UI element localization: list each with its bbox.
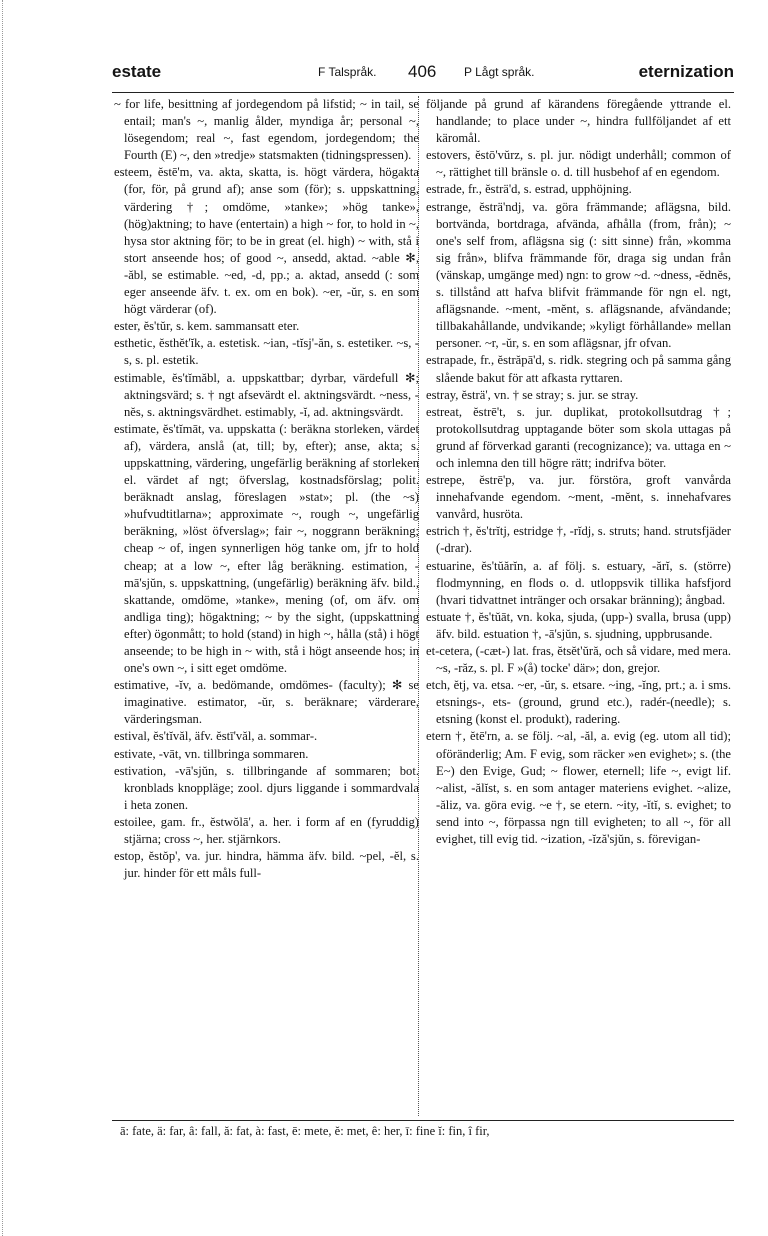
entry-estrange: estrange, ĕsträ'ndj, va. göra främmande; aflägsna, bild. bortvända, bortdraga, afvända, afhålla (from, från); ~ one's self from, aflägsna sig (: sitt sinne) från, »komma sig från», blifva främmande för, draga sig undan från (vänskap, umgänge med) ngn: to grow ~d. ~dness, -ĕdnĕs, s. tillstånd att hafva blifvit främmande för ngn el. ngt, aflägsnande. ~ment, -mĕnt, s. aflägsnande, afvändande; tillbakahållande, undvikande; »kyligt förhållande» mellan personer. ~r, -ŭr, s. en som aflägsnar, jfr ofvan.	[426, 199, 731, 351]
entry-estuate: estuate †, ĕs'tŭāt, vn. koka, sjuda, (upp-) svalla, brusa (upp) äfv. bild. estuation †, -ā'sjŭn, s. sjudning, uppbrusande.	[426, 609, 731, 641]
footer-rule	[112, 1120, 734, 1121]
entry-etern: etern †, ĕtē'rn, a. se följ. ~al, -ăl, a. evig (eg. utom all tid); oföränderlig; Am. F evig, som räcker »en evighet»; s. (the E~) den Evige, Gud; ~ flower, eternell; life ~, evigt lif. ~alist, -ălĭst, s. en som antager materiens evighet. ~alize, -ăliz, va. göra evig. ~e †, se etern. ~ity, -ĭtĭ, s. evighet; to send into ~, förpassa ngn till evigheten; to all ~, för all evighet, till evig tid. ~ization, -ĭză'sjŭn, s. förevigan-	[426, 729, 731, 847]
entry-estrapade: estrapade, fr., ĕstrăpā'd, s. ridk. stegring och på samma gång slående bakut för att afkasta ryttaren.	[426, 353, 731, 385]
pronunciation-key-footer: ā: fate, ä: far, â: fall, ă: fat, à: fast, ē: mete, ĕ: met, ê: her, ī: fine ĭ: fin, î fir,	[120, 1124, 490, 1138]
header-last-entry: eternization	[638, 62, 734, 81]
entry-estray: estray, ĕsträ', vn. † se stray; s. jur. se stray.	[426, 387, 639, 402]
right-column	[426, 96, 731, 1116]
entry-estival: estival, ĕs'tĭvăl, äfv. ĕstī'văl, a. sommar-.	[114, 729, 318, 744]
header-legend-lagt-sprak: P Lågt språk.	[464, 65, 535, 79]
header-rule	[112, 92, 734, 93]
left-column	[114, 96, 419, 1116]
header-first-entry: estate	[112, 62, 162, 81]
entry-estimative: estimative, -ĭv, a. bedömande, omdömes- (faculty); ✻ se imaginative. estimator, -ŭr, s. beräknare; värderare, värderingsman.	[114, 678, 419, 727]
entry-estrich: estrich †, ĕs'trĭtj, estridge †, -rĭdj, s. struts; hand. strutsfjäder (-drar).	[426, 524, 731, 556]
entry-estimable: estimable, ĕs'tĭmăbl, a. uppskattbar; dyrbar, värdefull ✻; aktningsvärd; s. † ngt afsevärdt el. aktningsvärdt. ~ness, -nĕs, s. aktningsvärdhet. estimably, -ĭ, ad. aktningsvärdt.	[114, 370, 419, 419]
page-number: 406	[408, 62, 437, 81]
page-edge-divider	[2, 0, 3, 1236]
entry-etch: etch, ĕtj, va. etsa. ~er, -ŭr, s. etsare. ~ing, -ĭng, prt.; a. i sms. etsnings-, ets- (ground, grund etc.), radér-(needle); s. etsning (konst el. produkt), radering.	[426, 678, 731, 727]
entry-ester: ester, ĕs'tŭr, s. kem. sammansatt eter.	[114, 319, 300, 334]
entry-estrepe: estrepe, ĕstrē'p, va. jur. förstöra, groft vanvårda innehafvande egendom. ~ment, -mĕnt, s. innehafvares vanvård, husröta.	[426, 473, 731, 522]
entry-estovers: estovers, ĕstō'vŭrz, s. pl. jur. nödigt underhåll; common of ~, rättighet till bränsle o. d. till husbehof af en egendom.	[426, 148, 731, 180]
entry-estate-continued: ~ for life, besittning af jordegendom på lifstid; ~ in tail, se entail; man's ~, manlig ålder, myndiga år; personal ~, lösegendom; real ~, fast egendom, jordegendom; the Fourth (E) ~, den »tredje» statsmakten (tidningspressen).	[114, 97, 419, 163]
entry-estuarine: estuarine, ĕs'tŭărĭn, a. af följ. s. estuary, -ărĭ, s. (större) flodmynning, en flods o. d. utloppsvik tillika hafsfjord (hvari tidvattnet intränger och orsakar bränning); ångbad.	[426, 558, 731, 607]
entry-estoppel-continued: följande på grund af kärandens föregående yttrande el. handlande; to place under ~, hindra fullföljandet af ett käromål.	[426, 97, 731, 146]
entry-esteem: esteem, ĕstē'm, va. akta, skatta, is. högt värdera, högakta (for, för, på grund af); anse som (för); s. uppskattning, värdering †; omdöme, »tanke»; »hög tanke», (hög)aktning; to have (entertain) a high ~ for, to hold in ~, hysa stor aktning för; to be in great (el. high) ~ with, stå i stort anseende hos; of good ~, ansedd, aktad. ~able ✻, -ăbl, se estimable. ~ed, -d, pp.; a. aktad, ansedd (: som eger anseende äfv. t. ex. om en bok). ~er, -ŭr, s. en som högt värderar (of).	[114, 165, 419, 317]
entry-estrade: estrade, fr., ĕsträ'd, s. estrad, upphöjning.	[426, 182, 632, 197]
page-header	[112, 62, 734, 90]
entry-estivation: estivation, -vā'sjŭn, s. tillbringande af sommaren; bot. kronblads knoppläge; zool. djurs liggande i sommardvala i heta zonen.	[114, 763, 419, 812]
header-legend-talsprak: F Talspråk.	[318, 65, 377, 79]
entry-estreat: estreat, ĕstrē't, s. jur. duplikat, protokollsutdrag †; protokollsutdrag upptagande böter som skola uttagas på grund af förverkad garanti (recognizance); va. uttaga en ~ och inlemna den till högre rätt; indrifva böter.	[426, 404, 731, 470]
entry-estoilee: estoilee, gam. fr., ĕstwŏlā', a. her. i form af en (fyruddig) stjärna; cross ~, her. stjärnkors.	[114, 814, 419, 847]
entry-estop: estop, ĕstŏp', va. jur. hindra, hämma äfv. bild. ~pel, -ĕl, s. jur. hinder för ett måls full-	[114, 849, 419, 881]
column-divider	[418, 96, 419, 1116]
entry-et-cetera: et-cetera, (-cæt-) lat. fras, ĕtsĕt'ŭră, och så vidare, med mera. ~s, -răz, s. pl. F »(å) tocke' där»; don, grejor.	[426, 644, 731, 676]
entry-esthetic: esthetic, ĕsthĕt'ĭk, a. estetisk. ~ian, -tĭsj'-ăn, s. estetiker. ~s, -s, s. pl. estetik.	[114, 336, 419, 368]
entry-estimate: estimate, ĕs'tĭmāt, va. uppskatta (: beräkna storleken, värdet af), värdera, anslå (at, till; by, efter); anse, akta; s. uppskattning, värdering, ungefärlig beräkning af storleken el. värdet af ngt; öfverslag, kostnadsförslag; polit. beräknadt anslag, föreslagen »stat»; pl. (the ~s) »hufvudtitlarna»; approximate ~, rough ~, ungefärlig beräkning, »löst öfverslag»; fair ~, noggrann beräkning; cheap ~ of, ingen synnerligen hög tanke om, jfr to hold cheap; at a low ~, efter låg beräkning. estimation, -mā'sjŭn, s. uppskattning, (ungefärlig) beräkning äfv. bild., skattande, omdöme, »tanke», mening (of, om äfv. om andliga ting); högaktning; ~ by the sight, (uppskattning efter) ögonmått; to hold (stand) in high ~, hålla (stå) i högt anseende; to be high in ~ with, stå i högt anseende hos; in one's own ~, i sitt eget omdöme.	[114, 421, 419, 676]
entry-estivate: estivate, -vāt, vn. tillbringa sommaren.	[114, 746, 309, 761]
